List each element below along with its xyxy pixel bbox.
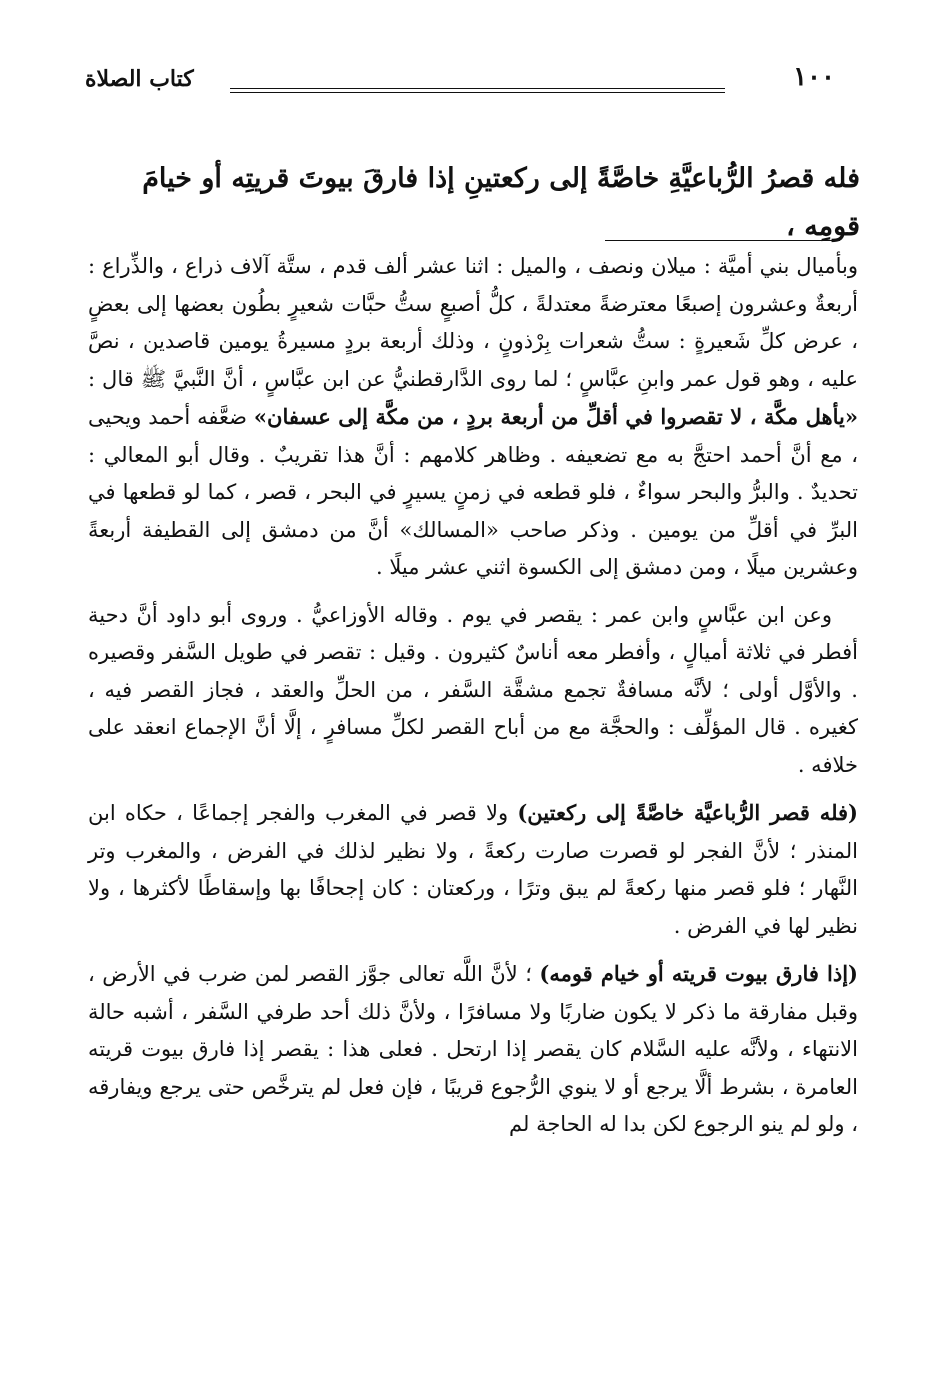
text-run: وبأميال بني أميَّة : ميلان ونصف ، والميل : اثنا عشر ألف قدم ، ستَّة آلاف ذراع ، والذِّراع : أربعةٌ وعشرون إصبعًا معترضةً معتدلةً ، كلُّ أصبعٍ ستُّ حبَّات شعيرٍ بطُون بعضها إلى بعضٍ ، عرض كلِّ شَعيرةٍ : ستُّ شعرات بِرْذونٍ ، وذلك أربعة بردٍ مسيرةُ يومين قاصدين ، نصَّ عليه ، وهو قول عمر وابنِ عبَّاسٍ ؛ لما روى الدَّارقطنيُّ عن ابن عبَّاسٍ ، أنَّ النَّبيَّ ﷺ قال :: [88, 254, 858, 391]
matn-quote: (فله قصر الرُّباعيَّة خاصَّةً إلى ركعتين): [517, 800, 858, 825]
paragraph: [88, 248, 858, 587]
book-title: كتاب الصلاة: [85, 66, 194, 92]
text-run: ؛ لأنَّ اللَّه تعالى جوَّز القصر لمن ضرب في الأرض ، وقبل مفارقة ما ذكر لا يكون ضاربًا ولا مسافرًا ، ولأنَّ ذلك أحد طرفي السَّفر ، أشبه حالة الانتهاء ، ولأنَّه عليه السَّلام كان يقصر إذا ارتحل . فعلى هذا : يقصر إذا فارق بيوت قريته العامرة ، بشرط ألَّا يرجع أو لا ينوي الرُّجوع قريبًا ، فإن فعل لم يترخَّص حتى يرجع ويفارقه ، ولو لم ينو الرجوع لكن بدا له الحاجة لم: [88, 962, 858, 1136]
paragraph: [88, 955, 858, 1144]
page-number: ١٠٠: [793, 62, 835, 92]
text-run: ضعَّفه أحمد ويحيى ، مع أنَّ أحمد احتجَّ به مع تضعيفه . وظاهر كلامهم : أنَّ هذا تقريبٌ . وقال أبو المعالي : تحديدٌ . والبرُّ والبحر سواءٌ ، فلو قطعه في زمنٍ يسيرٍ في البحر ، قصر ، كما لو قطعها في البرِّ في أقلِّ من يومين . وذكر صاحب «المسالك» أنَّ من دمشق إلى القطيفة أربعةً وعشرين ميلًا ، ومن دمشق إلى الكسوة اثني عشر ميلًا .: [88, 405, 858, 579]
header-rule: [230, 88, 725, 93]
matn-quote: (إذا فارق بيوت قريته أو خيام قومه): [539, 961, 858, 986]
main-text-matn: فله قصرُ الرُّباعيَّةِ خاصَّةً إلى ركعتينِ إذا فارقَ بيوتَ قريتِه أو خيامَ قومِه ،: [142, 163, 860, 242]
text-run: ولا قصر في المغرب والفجر إجماعًا ، حكاه ابن المنذر ؛ لأنَّ الفجر لو قصرت صارت ركعةً ، ولا نظير لذلك في الفرض ، والمغرب وتر النَّهار ؛ فلو قصر منها ركعةً لم يبق وترًا ، وركعتان : كان إجحافًا بها وإسقاطًا لأكثرها ، ولا نظير لها في الفرض .: [88, 801, 858, 938]
hadith-quote: «يأهل مكَّة ، لا تقصروا في أقلِّ من أربعة بردٍ ، من مكَّة إلى عسفان»: [253, 404, 858, 429]
running-header: [85, 60, 865, 100]
text-run: وعن ابن عبَّاسٍ وابن عمر : يقصر في يوم . وقاله الأوزاعيُّ . وروى أبو داود أنَّ دحية أفطر في ثلاثة أميالٍ ، وأفطر معه أناسٌ كثيرون . وقيل : تقصر في طويل السَّفر وقصيره . والأوَّل أولى ؛ لأنَّه مسافةٌ تجمع مشقَّة السَّفر ، من الحلِّ والعقد ، فجاز القصر فيه ، كغيره . قال المؤلِّف : والحجَّة مع من أباح القصر لكلِّ مسافرٍ ، إلَّا أنَّ الإجماع انعقد على خلافه .: [88, 602, 858, 777]
paragraph: [88, 794, 858, 945]
commentary-body: [88, 248, 858, 1154]
paragraph: [88, 597, 858, 785]
commentary-separator: [605, 240, 840, 241]
